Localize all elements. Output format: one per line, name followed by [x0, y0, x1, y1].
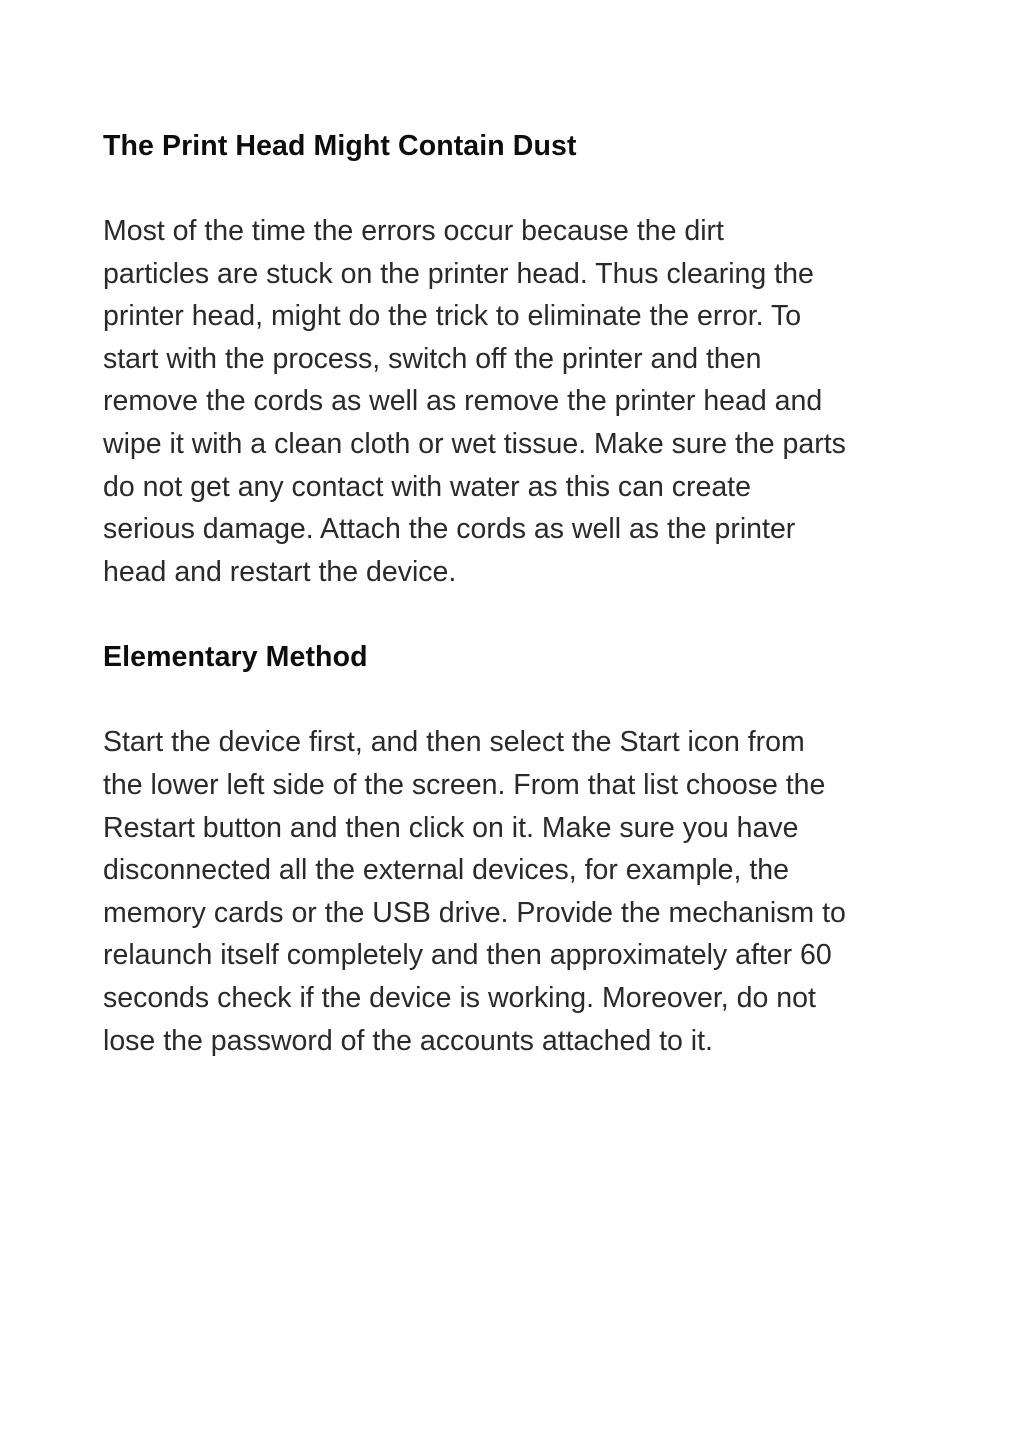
paragraph-line: do not get any contact with water as this can create: [103, 470, 751, 503]
paragraph-line: remove the cords as well as remove the printer head and: [103, 385, 823, 418]
section-heading: Elementary Method: [103, 641, 368, 674]
paragraph-line: wipe it with a clean cloth or wet tissue. Make sure the parts: [103, 427, 846, 460]
paragraph-line: Start the device first, and then select the Start icon from: [103, 726, 805, 759]
paragraph-line: relaunch itself completely and then approximately after 60: [103, 939, 832, 972]
paragraph-line: serious damage. Attach the cords as well as the printer: [103, 513, 796, 546]
paragraph-line: the lower left side of the screen. From that list choose the: [103, 768, 826, 801]
paragraph-line: lose the password of the accounts attached to it.: [103, 1024, 713, 1057]
section-paragraph: [103, 721, 933, 1062]
paragraph-line: Most of the time the errors occur because the dirt: [103, 215, 724, 247]
paragraph-line: head and restart the device.: [103, 555, 457, 588]
section-elementary-method: [103, 635, 933, 1062]
paragraph-line: memory cards or the USB drive. Provide the mechanism to: [103, 896, 846, 929]
paragraph-line: printer head, might do the trick to eliminate the error. To: [103, 300, 802, 333]
section-heading: The Print Head Might Contain Dust: [103, 130, 577, 162]
paragraph-line: particles are stuck on the printer head. Thus clearing the: [103, 257, 814, 290]
document-page: [103, 124, 933, 1062]
paragraph-line: seconds check if the device is working. Moreover, do not: [103, 981, 816, 1014]
paragraph-line: Restart button and then click on it. Make sure you have: [103, 811, 799, 844]
paragraph-line: disconnected all the external devices, for example, the: [103, 854, 789, 887]
section-paragraph: [103, 210, 933, 593]
paragraph-line: start with the process, switch off the printer and then: [103, 342, 762, 375]
section-print-head-dust: [103, 124, 933, 635]
